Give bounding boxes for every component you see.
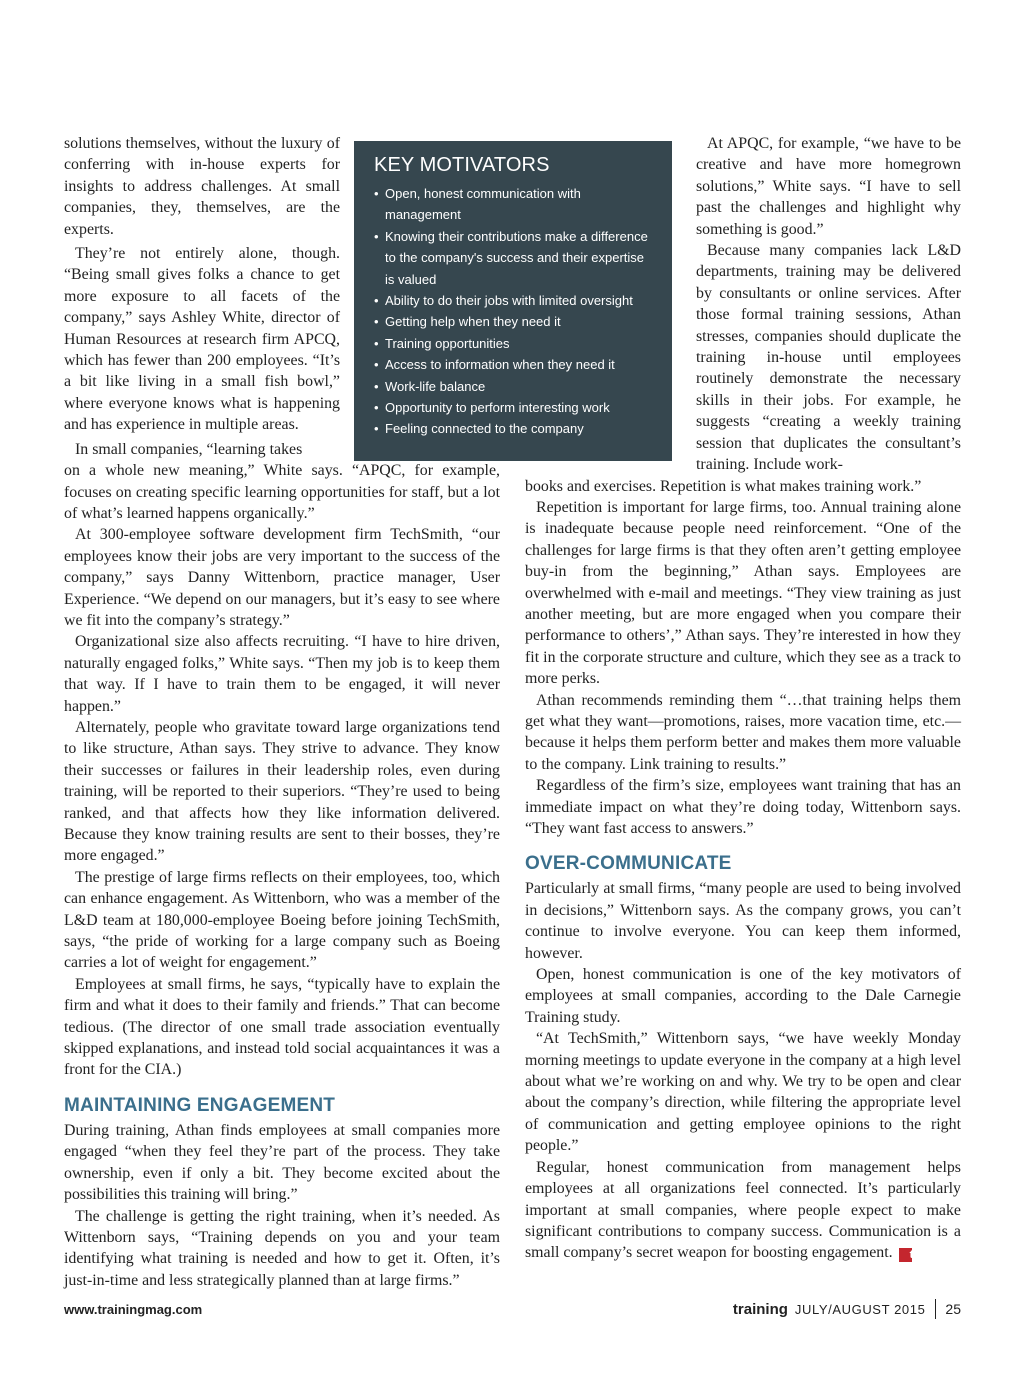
sidebar-title: KEY MOTIVATORS <box>374 154 550 176</box>
paragraph: The challenge is getting the right training, when it’s needed. As Wittenborn says, “Training depends on you and your team identifying what training is needed and how to get it. Often, it’s just-in-time and less strategically planned than at large firms.” <box>64 1207 500 1289</box>
paragraph: Athan recommends reminding them “…that training helps them get what they want—promotions, raises, more vacation time, etc.—because it helps them perform better and makes them more valuable to the company. Link training to results.” <box>525 691 961 773</box>
paragraph-text: Regular, honest communication from management helps employees at all organizations feel connected. It’s particularly important at small companies, where people expect to make significant contributions to company success. Communication is a small company’s secret weapon for boosting engagement. <box>525 1158 961 1262</box>
paragraph: Regardless of the firm’s size, employees want training that has an immediate impact on what they’re doing today, Wittenborn says. “They want fast access to answers.” <box>525 777 961 837</box>
paragraph: They’re not entirely alone, though. “Being small gives folks a chance to get more exposure to all facets of the company,” says Ashley White, director of Human Resources at research firm APCQ, which has fewer than 200 employees. “It’s a bit like living in a small fish bowl,” where everyone knows what is happening and has experience in multiple areas. <box>64 245 340 434</box>
footer-url[interactable]: www.trainingmag.com <box>64 1302 203 1317</box>
paragraph: In small companies, “learning takes <box>75 440 303 458</box>
paragraph: The prestige of large firms reflects on their employees, too, which can enhance engagement. As Wittenborn, who was a member of the L&D team at 180,000-employee Boeing before joining TechSmith, says, “the pride of working for a large company such as Boeing carries a lot of weight for engagement.” <box>64 868 500 972</box>
paragraph: During training, Athan finds employees at small companies more engaged “when they feel they’re part of the process. They take ownership, even if only a bit. They become excited about the possibilities this training will bring.” <box>64 1121 500 1204</box>
page-number: 25 <box>945 1301 961 1317</box>
list-item: • Training opportunities <box>374 333 656 354</box>
section-heading-maintaining-engagement: MAINTAINING ENGAGEMENT <box>64 1094 336 1116</box>
paragraph: Employees at small firms, he says, “typically have to explain the firm and what it does to their family and friends.” That can become tedious. (The director of one small trade association eventually skipped explanations, and instead told social acquaintances it was a front for the CIA.) <box>64 975 500 1079</box>
footer-folio <box>733 1298 961 1320</box>
paragraph: on a whole new meaning,” White says. “APQC, for example, focuses on creating specific learning opportunities for staff, but a lot of what’s learned happens organically.” <box>64 462 500 522</box>
paragraph: At 300-employee software development firm TechSmith, “our employees know their jobs are very important to the success of the company,” says Danny Wittenborn, practice manager, User Experience. “We depend on our managers, but it’s easy to see where we fit into the company’s strategy.” <box>64 526 500 629</box>
folio-divider <box>935 1299 936 1319</box>
list-item: • Access to information when they need it <box>374 354 656 375</box>
paragraph: Repetition is important for large firms, too. Annual training alone is inadequate because people need reinforcement. “One of the challenges for large firms is that they often aren’t getting employee buy-in from the beginning,” Athan says. Employees are overwhelmed with e-mail and meetings. “They view training as just another meeting, but are more engaged when you compare their performance to others’,” Athan says. They’re interested in how they fit in the corporate structure and culture, which they see as a track to more perks. <box>525 498 961 688</box>
paragraph: Organizational size also affects recruiting. “I have to hire driven, naturally engaged folks,” White says. “Then my job is to keep them that way. If I have to train them to be engaged, it will never happen.” <box>64 633 500 715</box>
list-item: • Open, honest communication with management <box>374 183 656 226</box>
list-item: • Ability to do their jobs with limited oversight <box>374 290 656 311</box>
paragraph <box>525 1157 961 1264</box>
end-of-article-icon: t <box>899 1248 912 1262</box>
paragraph: At APQC, for example, “we have to be creative and have more homegrown solutions,” White says. “I have to sell past the challenges and highlight why something is good.” <box>696 135 961 238</box>
paragraph: “At TechSmith,” Wittenborn says, “we have weekly Monday morning meetings to update everyone in the company at a high level about what we’re working on and why. We try to be open and clear about the company’s direction, while filtering the appropriate level of communication and getting employee opinions to the right people.” <box>525 1030 961 1155</box>
paragraph: Because many companies lack L&D departments, training may be delivered by consultants or online services. After those formal training sessions, Athan stresses, companies should duplicate the training in-house until employees routinely demonstrate the necessary skills in their jobs. For example, he suggests “creating a weekly training session that duplicates the consultant’s training. Include work- <box>696 242 961 474</box>
paragraph: Particularly at small firms, “many people are used to being involved in decisions,” Wittenborn says. As the company grows, you can’t continue to involve everyone. You can keep them informed, however. <box>525 880 961 962</box>
list-item: • Feeling connected to the company <box>374 418 656 439</box>
paragraph: books and exercises. Repetition is what makes training work.” <box>525 477 922 495</box>
list-item: • Getting help when they need it <box>374 311 656 332</box>
magazine-name: training <box>732 1300 788 1318</box>
right-column <box>525 133 961 1264</box>
list-item: • Opportunity to perform interesting work <box>374 397 656 418</box>
paragraph: Open, honest communication is one of the key motivators of employees at small companies, according to the Dale Carnegie Training study. <box>525 966 961 1026</box>
section-heading-over-communicate: OVER-COMMUNICATE <box>525 853 732 875</box>
list-item: • Work-life balance <box>374 376 656 397</box>
paragraph: solutions themselves, without the luxury of conferring with in-house experts for insights to address challenges. At small companies, they, themselves, are the experts. <box>64 135 340 238</box>
list-item: • Knowing their contributions make a difference to the company's success and their expertise is valued <box>374 226 656 290</box>
issue-date: JULY/AUGUST 2015 <box>794 1301 926 1317</box>
paragraph: Alternately, people who gravitate toward large organizations tend to like structure, Athan says. They strive to advance. They know their successes or failures in their leadership roles, even during training, will be reported to their superiors. “They’re used to being ranked, and that affects how they like information delivered. Because they know training results are sent to their bosses, they’re more engaged.” <box>64 718 500 865</box>
